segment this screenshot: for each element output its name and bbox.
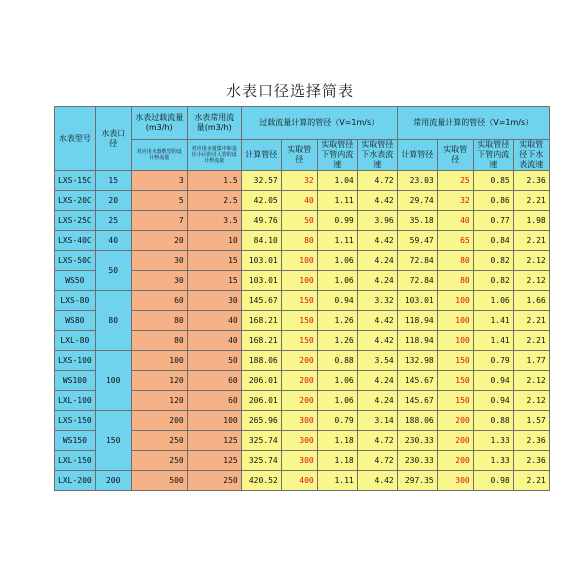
cell-c-actual-dia: 200 [437,451,473,471]
cell-o-inner-speed: 1.11 [317,191,357,211]
cell-o-meter-speed: 4.42 [357,471,397,491]
cell-common-flow: 2.5 [187,191,241,211]
cell-c-meter-speed: 2.21 [513,231,549,251]
cell-o-actual-dia: 150 [281,311,317,331]
cell-c-inner-speed: 0.79 [473,351,513,371]
cell-o-inner-speed: 1.06 [317,371,357,391]
cell-model: LXS-100 [55,351,96,371]
table-row [55,191,550,211]
cell-c-calc-dia: 103.01 [397,291,437,311]
cell-o-actual-dia: 100 [281,271,317,291]
cell-o-calc-dia: 206.01 [241,391,281,411]
header-overload-note: 对应用水器数型的设计秒流量 [131,140,187,171]
cell-o-calc-dia: 103.01 [241,251,281,271]
cell-overload-flow: 5 [131,191,187,211]
cell-o-meter-speed: 3.32 [357,291,397,311]
cell-common-flow: 10 [187,231,241,251]
cell-c-actual-dia: 32 [437,191,473,211]
cell-common-flow: 40 [187,311,241,331]
cell-o-calc-dia: 49.76 [241,211,281,231]
header-o-calc-dia: 计算管径 [241,140,281,171]
cell-c-actual-dia: 300 [437,471,473,491]
cell-c-calc-dia: 23.03 [397,171,437,191]
cell-o-meter-speed: 4.72 [357,451,397,471]
cell-model: LXS-50C [55,251,96,271]
cell-c-inner-speed: 0.85 [473,171,513,191]
cell-o-calc-dia: 265.96 [241,411,281,431]
cell-overload-flow: 3 [131,171,187,191]
cell-caliber: 25 [95,211,131,231]
page-title: 水表口径选择简表 [225,82,354,100]
cell-c-actual-dia: 100 [437,311,473,331]
cell-o-actual-dia: 300 [281,451,317,471]
cell-o-calc-dia: 42.05 [241,191,281,211]
cell-common-flow: 250 [187,471,241,491]
cell-o-meter-speed: 4.24 [357,271,397,291]
header-o-inner-speed: 实取管径下管内流速 [317,140,357,171]
water-meter-table [54,106,550,491]
cell-c-inner-speed: 1.33 [473,451,513,471]
cell-o-actual-dia: 100 [281,251,317,271]
cell-c-calc-dia: 297.35 [397,471,437,491]
cell-overload-flow: 100 [131,351,187,371]
table-row [55,291,550,311]
cell-c-calc-dia: 145.67 [397,391,437,411]
cell-o-calc-dia: 168.21 [241,311,281,331]
cell-overload-flow: 7 [131,211,187,231]
cell-o-actual-dia: 80 [281,231,317,251]
cell-common-flow: 3.5 [187,211,241,231]
cell-o-actual-dia: 40 [281,191,317,211]
cell-o-meter-speed: 4.42 [357,311,397,331]
cell-c-meter-speed: 2.21 [513,311,549,331]
cell-c-inner-speed: 0.88 [473,411,513,431]
cell-c-calc-dia: 230.33 [397,431,437,451]
cell-c-meter-speed: 2.36 [513,451,549,471]
cell-o-actual-dia: 300 [281,411,317,431]
cell-model: LXL-200 [55,471,96,491]
cell-caliber: 150 [95,411,131,471]
table-row [55,411,550,431]
cell-o-meter-speed: 3.54 [357,351,397,371]
cell-c-calc-dia: 118.94 [397,331,437,351]
cell-c-inner-speed: 0.84 [473,231,513,251]
cell-caliber: 40 [95,231,131,251]
cell-c-actual-dia: 25 [437,171,473,191]
cell-c-meter-speed: 2.12 [513,251,549,271]
cell-common-flow: 30 [187,291,241,311]
cell-c-calc-dia: 29.74 [397,191,437,211]
cell-o-meter-speed: 3.14 [357,411,397,431]
cell-model: LXS-80 [55,291,96,311]
cell-common-flow: 1.5 [187,171,241,191]
cell-o-meter-speed: 4.42 [357,231,397,251]
cell-o-calc-dia: 145.67 [241,291,281,311]
cell-o-calc-dia: 206.01 [241,371,281,391]
cell-o-calc-dia: 32.57 [241,171,281,191]
cell-c-inner-speed: 0.82 [473,251,513,271]
cell-o-actual-dia: 200 [281,391,317,411]
cell-o-inner-speed: 1.06 [317,251,357,271]
cell-c-inner-speed: 1.06 [473,291,513,311]
cell-overload-flow: 20 [131,231,187,251]
cell-overload-flow: 30 [131,271,187,291]
cell-caliber: 80 [95,291,131,351]
cell-o-inner-speed: 1.06 [317,271,357,291]
cell-o-actual-dia: 150 [281,331,317,351]
cell-overload-flow: 30 [131,251,187,271]
cell-c-calc-dia: 59.47 [397,231,437,251]
cell-o-inner-speed: 1.18 [317,431,357,451]
cell-o-meter-speed: 4.72 [357,431,397,451]
cell-o-inner-speed: 0.99 [317,211,357,231]
table-row [55,351,550,371]
cell-c-actual-dia: 200 [437,431,473,451]
header-common-group: 常用流量计算的管径（V=1m/s） [397,107,549,140]
cell-model: LXL-80 [55,331,96,351]
cell-c-calc-dia: 188.06 [397,411,437,431]
cell-common-flow: 125 [187,451,241,471]
cell-c-inner-speed: 0.98 [473,471,513,491]
cell-c-inner-speed: 0.86 [473,191,513,211]
header-c-inner-speed: 实取管径下管内流速 [473,140,513,171]
cell-overload-flow: 250 [131,451,187,471]
cell-c-actual-dia: 100 [437,291,473,311]
cell-c-calc-dia: 145.67 [397,371,437,391]
cell-o-inner-speed: 1.06 [317,391,357,411]
cell-c-calc-dia: 118.94 [397,311,437,331]
cell-o-inner-speed: 1.26 [317,311,357,331]
header-model: 水表型号 [55,107,96,171]
cell-c-actual-dia: 40 [437,211,473,231]
cell-c-inner-speed: 0.77 [473,211,513,231]
cell-c-calc-dia: 72.84 [397,271,437,291]
cell-o-meter-speed: 4.24 [357,251,397,271]
cell-c-calc-dia: 35.18 [397,211,437,231]
header-caliber: 水表口径 [95,107,131,171]
cell-common-flow: 40 [187,331,241,351]
cell-c-meter-speed: 2.12 [513,391,549,411]
cell-o-inner-speed: 0.79 [317,411,357,431]
cell-o-calc-dia: 103.01 [241,271,281,291]
cell-caliber: 100 [95,351,131,411]
cell-o-inner-speed: 1.26 [317,331,357,351]
cell-overload-flow: 80 [131,331,187,351]
cell-o-meter-speed: 4.42 [357,331,397,351]
cell-c-inner-speed: 1.41 [473,331,513,351]
cell-c-calc-dia: 72.84 [397,251,437,271]
table-row [55,251,550,271]
cell-common-flow: 125 [187,431,241,451]
cell-model: LXS-20C [55,191,96,211]
cell-o-actual-dia: 200 [281,351,317,371]
cell-c-inner-speed: 0.94 [473,391,513,411]
cell-o-calc-dia: 84.10 [241,231,281,251]
table-row [55,231,550,251]
table-row [55,471,550,491]
cell-c-actual-dia: 80 [437,251,473,271]
cell-overload-flow: 120 [131,371,187,391]
cell-o-actual-dia: 50 [281,211,317,231]
cell-c-meter-speed: 1.57 [513,411,549,431]
cell-common-flow: 100 [187,411,241,431]
cell-o-inner-speed: 0.94 [317,291,357,311]
cell-c-calc-dia: 132.98 [397,351,437,371]
cell-o-inner-speed: 1.11 [317,471,357,491]
cell-c-meter-speed: 1.66 [513,291,549,311]
cell-o-actual-dia: 200 [281,371,317,391]
header-o-actual-dia: 实取管径 [281,140,317,171]
cell-c-meter-speed: 2.21 [513,471,549,491]
cell-common-flow: 15 [187,271,241,291]
cell-caliber: 200 [95,471,131,491]
cell-overload-flow: 60 [131,291,187,311]
cell-o-calc-dia: 188.06 [241,351,281,371]
cell-o-meter-speed: 4.24 [357,391,397,411]
cell-c-meter-speed: 2.12 [513,271,549,291]
cell-o-calc-dia: 420.52 [241,471,281,491]
cell-o-inner-speed: 1.18 [317,451,357,471]
cell-model: WS100 [55,371,96,391]
cell-o-calc-dia: 168.21 [241,331,281,351]
cell-c-meter-speed: 2.21 [513,191,549,211]
header-overload-group: 过载流量计算的管径（V=1m/s） [241,107,397,140]
cell-c-actual-dia: 65 [437,231,473,251]
header-common-note: 对应用水量集中和基住小区的引入管的设计秒流量 [187,140,241,171]
cell-overload-flow: 200 [131,411,187,431]
cell-o-actual-dia: 300 [281,431,317,451]
cell-c-meter-speed: 1.77 [513,351,549,371]
cell-overload-flow: 120 [131,391,187,411]
cell-caliber: 20 [95,191,131,211]
cell-c-meter-speed: 1.98 [513,211,549,231]
cell-overload-flow: 80 [131,311,187,331]
cell-o-calc-dia: 325.74 [241,451,281,471]
cell-c-meter-speed: 2.36 [513,171,549,191]
cell-caliber: 15 [95,171,131,191]
cell-o-inner-speed: 0.88 [317,351,357,371]
cell-c-actual-dia: 100 [437,331,473,351]
cell-c-inner-speed: 1.33 [473,431,513,451]
cell-caliber: 50 [95,251,131,291]
header-c-meter-speed: 实取管径下水表流速 [513,140,549,171]
cell-c-inner-speed: 1.41 [473,311,513,331]
cell-c-meter-speed: 2.21 [513,331,549,351]
cell-o-actual-dia: 400 [281,471,317,491]
cell-o-inner-speed: 1.04 [317,171,357,191]
cell-common-flow: 50 [187,351,241,371]
header-common-flow: 水表常用流量(m3/h) [187,107,241,140]
cell-common-flow: 15 [187,251,241,271]
cell-c-inner-speed: 0.82 [473,271,513,291]
table-row [55,211,550,231]
cell-common-flow: 60 [187,391,241,411]
header-c-actual-dia: 实取管径 [437,140,473,171]
header-o-meter-speed: 实取管径下水表流速 [357,140,397,171]
table-row [55,171,550,191]
cell-model: WS150 [55,431,96,451]
cell-o-actual-dia: 150 [281,291,317,311]
cell-c-actual-dia: 150 [437,371,473,391]
cell-o-meter-speed: 4.24 [357,371,397,391]
cell-overload-flow: 500 [131,471,187,491]
header-c-calc-dia: 计算管径 [397,140,437,171]
cell-o-meter-speed: 3.96 [357,211,397,231]
cell-o-calc-dia: 325.74 [241,431,281,451]
cell-c-meter-speed: 2.36 [513,431,549,451]
cell-common-flow: 60 [187,371,241,391]
cell-o-meter-speed: 4.72 [357,171,397,191]
cell-model: LXS-150 [55,411,96,431]
cell-model: LXS-25C [55,211,96,231]
cell-c-actual-dia: 150 [437,351,473,371]
cell-c-actual-dia: 200 [437,411,473,431]
cell-model: LXS-40C [55,231,96,251]
cell-c-actual-dia: 80 [437,271,473,291]
cell-c-inner-speed: 0.94 [473,371,513,391]
cell-model: LXL-100 [55,391,96,411]
cell-o-meter-speed: 4.42 [357,191,397,211]
cell-model: LXL-150 [55,451,96,471]
cell-o-actual-dia: 32 [281,171,317,191]
cell-overload-flow: 250 [131,431,187,451]
header-overload-flow: 水表过载流量(m3/h) [131,107,187,140]
cell-model: WS50 [55,271,96,291]
cell-model: WS80 [55,311,96,331]
cell-c-meter-speed: 2.12 [513,371,549,391]
cell-c-calc-dia: 230.33 [397,451,437,471]
cell-model: LXS-15C [55,171,96,191]
cell-o-inner-speed: 1.11 [317,231,357,251]
cell-c-actual-dia: 150 [437,391,473,411]
